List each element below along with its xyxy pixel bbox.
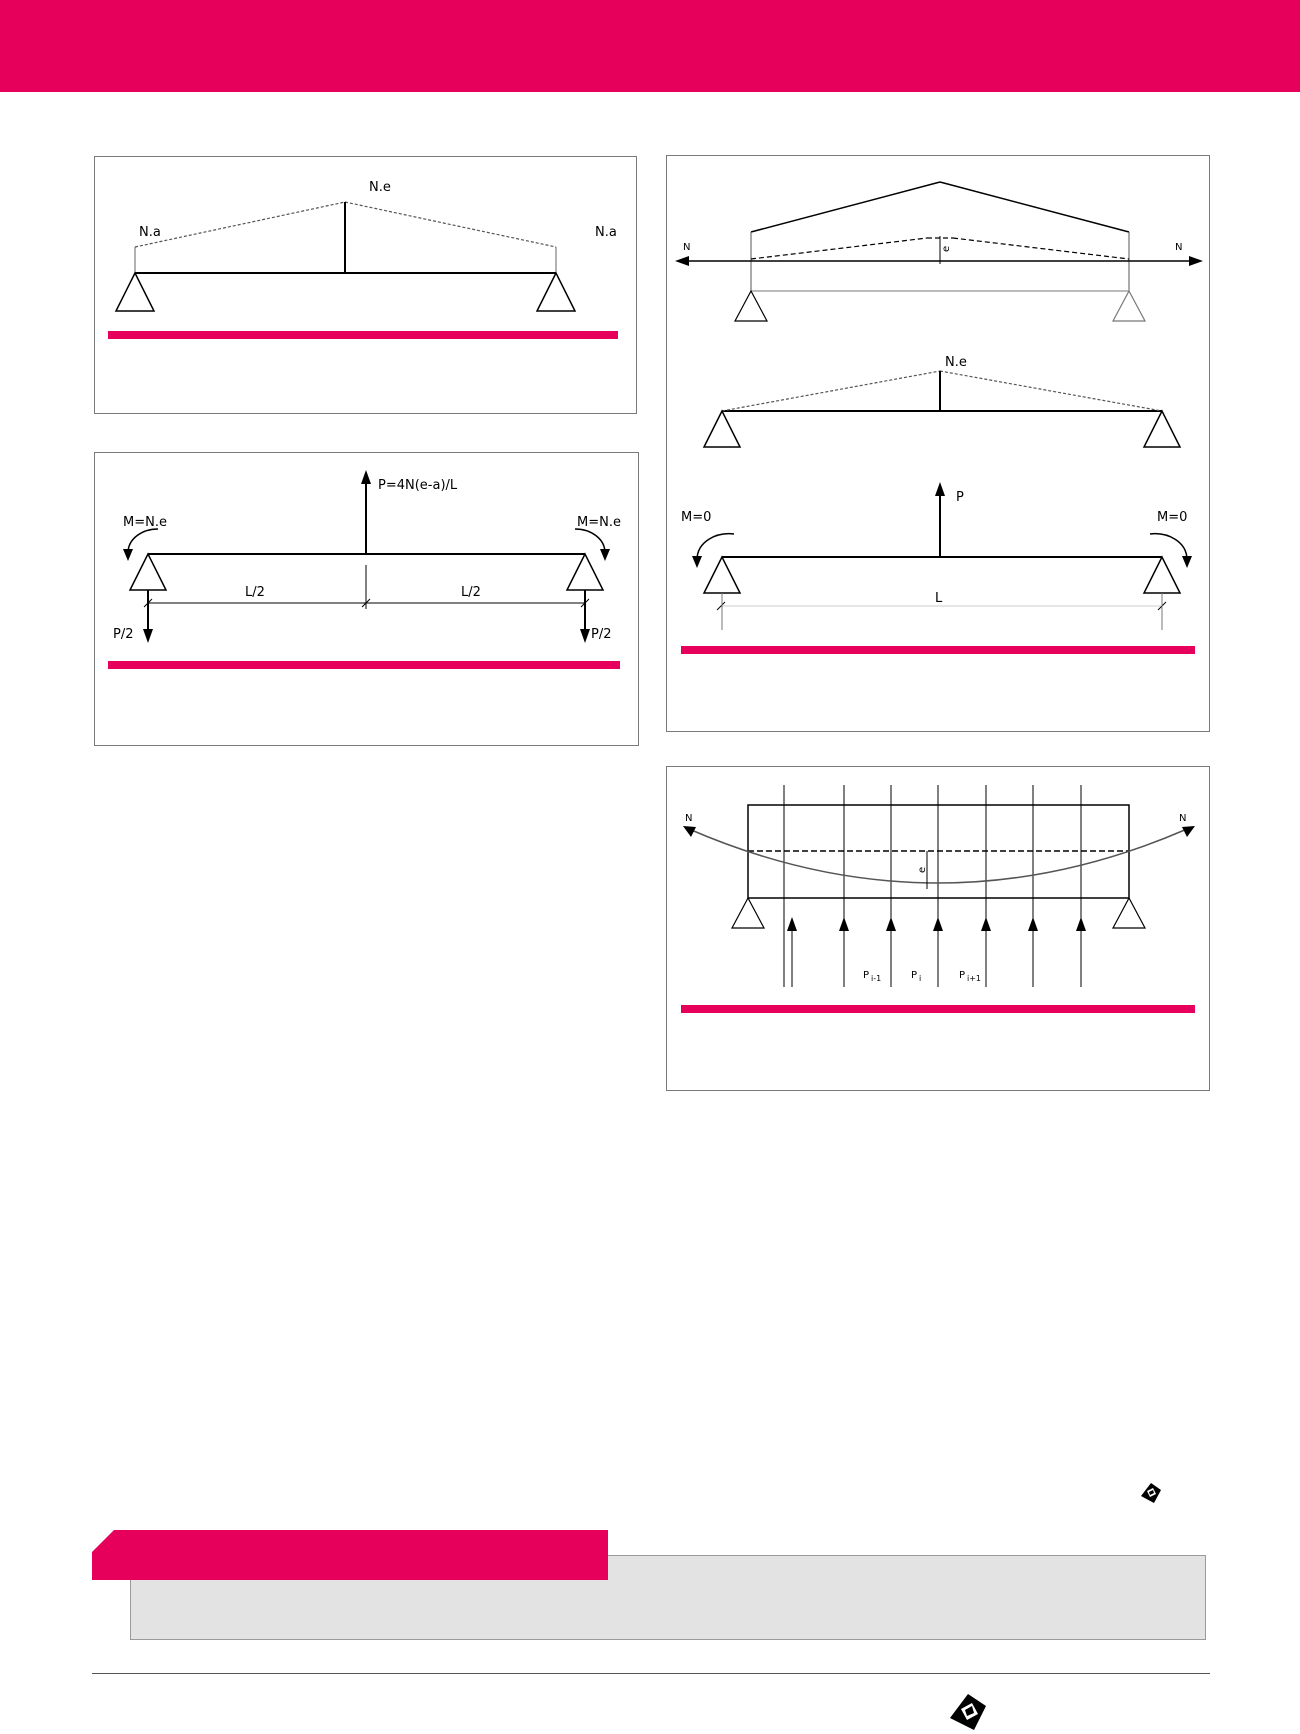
label-moment-left: M=N.e <box>123 515 167 530</box>
moment-arrow-left-icon <box>123 549 133 561</box>
caption-bar <box>108 331 618 339</box>
arrow-up-icon <box>839 917 849 931</box>
label-span: L <box>935 591 943 606</box>
label-p-next-sub: i+1 <box>967 974 982 983</box>
caption-bar <box>681 1005 1195 1013</box>
moment-arrow-right-icon <box>600 549 610 561</box>
arrow-left-icon <box>675 256 689 266</box>
label-span-left: L/2 <box>245 585 265 600</box>
label-m-right: M=0 <box>1157 510 1188 525</box>
header-band <box>0 0 1300 92</box>
label-reaction-right: P/2 <box>591 627 612 642</box>
support-right-icon <box>1144 411 1180 447</box>
caption-bar <box>681 646 1195 654</box>
arrow-up-icon <box>886 917 896 931</box>
arrow-up-icon <box>787 917 797 931</box>
end-mark-icon <box>1140 1482 1162 1504</box>
support-right-icon <box>537 273 575 311</box>
label-e: e <box>941 245 952 252</box>
support-right-icon <box>1113 291 1145 321</box>
label-p-force: P=4N(e-a)/L <box>378 478 458 493</box>
figure-tendon-profile <box>666 155 1210 732</box>
arrow-right-icon <box>1189 256 1203 266</box>
moment-arrow-right-icon <box>1182 556 1192 568</box>
moment-arrow-left-icon <box>692 556 702 568</box>
publisher-logo-icon <box>948 1692 988 1732</box>
label-na-right: N.a <box>595 225 617 240</box>
label-p-prev: P <box>863 970 870 981</box>
support-left-icon <box>116 273 154 311</box>
label-moment-right: M=N.e <box>577 515 621 530</box>
moment-diagram-drawing <box>95 157 637 414</box>
cable-loads-drawing <box>667 767 1210 1091</box>
support-left-icon <box>735 291 767 321</box>
arrow-up-icon <box>1028 917 1038 931</box>
arrow-up-icon <box>981 917 991 931</box>
reaction-arrow-left-icon <box>143 629 153 643</box>
arrow-right-icon <box>1182 826 1195 837</box>
figure-moment-diagram <box>94 156 637 414</box>
label-ne: N.e <box>945 355 967 370</box>
figure-cable-loads <box>666 766 1210 1091</box>
label-p-curr-sub: i <box>919 974 922 983</box>
support-right-icon <box>1144 557 1180 593</box>
label-p-curr: P <box>911 970 918 981</box>
label-n-right: N <box>1175 242 1183 253</box>
figure-equivalent-loads <box>94 452 639 746</box>
arrow-up-icon <box>1076 917 1086 931</box>
label-reaction-left: P/2 <box>113 627 134 642</box>
label-n-left: N <box>683 242 691 253</box>
support-left-icon <box>704 557 740 593</box>
label-n-right: N <box>1179 813 1187 824</box>
support-left-icon <box>130 554 166 590</box>
equivalent-loads-drawing <box>95 453 639 746</box>
footer-rule <box>92 1673 1210 1674</box>
label-span-right: L/2 <box>461 585 481 600</box>
support-right-icon <box>567 554 603 590</box>
label-p: P <box>956 490 964 505</box>
label-ne: N.e <box>369 180 391 195</box>
arrow-up-icon <box>933 917 943 931</box>
label-n-left: N <box>685 813 693 824</box>
label-m-left: M=0 <box>681 510 712 525</box>
label-e: e <box>917 866 928 873</box>
caption-bar <box>108 661 620 669</box>
reaction-arrow-right-icon <box>580 629 590 643</box>
label-p-prev-sub: i-1 <box>871 974 882 983</box>
label-p-next: P <box>959 970 966 981</box>
arrow-up-icon <box>935 482 945 496</box>
arrow-up-icon <box>361 470 371 484</box>
support-right-icon <box>1113 898 1145 928</box>
label-na-left: N.a <box>139 225 161 240</box>
footer-tab <box>92 1530 608 1580</box>
support-left-icon <box>704 411 740 447</box>
support-left-icon <box>732 898 764 928</box>
